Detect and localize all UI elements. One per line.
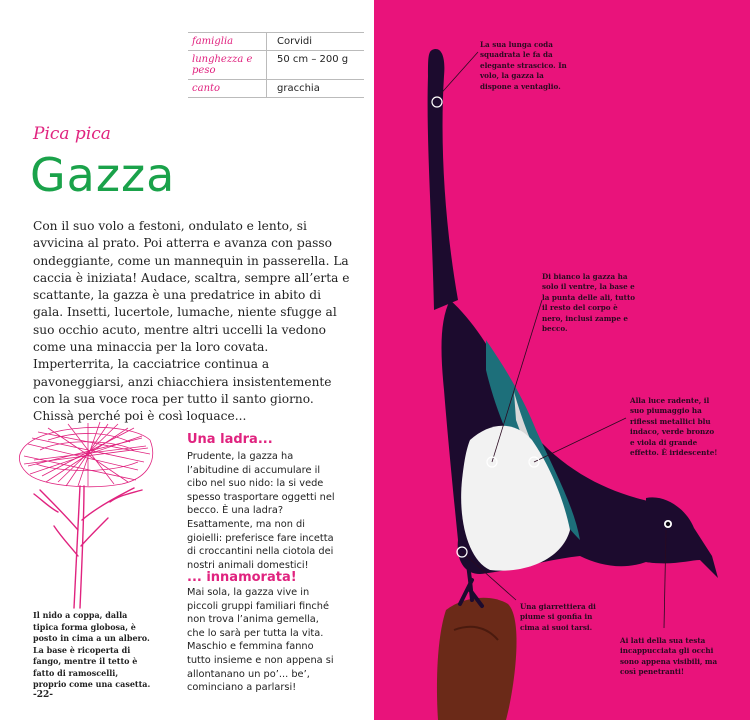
annotation-legs: Una giarrettiera di piume si gonfia in cima ai suoi tarsi.	[520, 602, 596, 632]
info-label: lunghezza e peso	[188, 51, 267, 80]
section-heading-thief: Una ladra...	[187, 432, 273, 447]
info-value: Corvidi	[267, 33, 365, 51]
nest-illustration	[18, 420, 158, 610]
annotation-tail: La sua lunga coda squadrata le fa da elegante strascico. In volo, la gazza la dispone a ventaglio.	[480, 40, 567, 91]
info-value: 50 cm – 200 g	[267, 51, 365, 80]
page-number: -22-	[33, 690, 53, 700]
right-page	[374, 0, 750, 720]
latin-name: Pica pica	[33, 124, 111, 144]
nest-caption: Il nido a coppa, dalla tipica forma globosa, è posto in cima a un albero. La base è ricoperta di fango, mentre il tetto è fatto di ramoscelli, proprio come una casetta.	[33, 610, 151, 689]
left-page	[0, 0, 374, 720]
section-heading-love: ... innamorata!	[187, 570, 297, 585]
info-table	[188, 32, 364, 98]
info-row-size	[188, 51, 364, 80]
annotation-feathers: Alla luce radente, il suo piumaggio ha riflessi metallici blu indaco, verde bronzo e viola di grande effetto. È iridescente!	[630, 396, 718, 458]
info-row-family	[188, 33, 364, 51]
page-title: Gazza	[30, 148, 176, 202]
intro-paragraph: Con il suo volo a festoni, ondulato e lento, si avvicina al prato. Poi atterra e avanza con passo ondeggiante, come un mannequin in passerella. La caccia è iniziata! Audace, scaltra, sempre all’erta e scattante, la gazza è una predatrice in abito di gala. Insetti, lucertole, lumache, niente sfugge al suo occhio acuto, mentre altri uccelli la vedono come una minaccia per la loro covata. Imperterrita, la cacciatrice continua a pavoneggiarsi, anzi chiacchiera insistentemente con la sua voce roca per tutto il santo giorno. Chissà perché poi è così loquace...	[33, 219, 350, 424]
annotation-eyes: Ai lati della sua testa incappucciata gli occhi sono appena visibili, ma così penetranti!	[620, 636, 718, 677]
info-value: gracchia	[267, 80, 365, 98]
section-text-thief: Prudente, la gazza ha l’abitudine di accumulare il cibo nel suo nido: la si vede spesso trasportare oggetti nel becco. È una ladra? Esattamente, ma non di gioielli: preferisce fare incetta di croccantini nella ciotola dei nostri animali domestici!	[187, 451, 335, 571]
info-row-song	[188, 80, 364, 98]
annotation-belly: Di bianco la gazza ha solo il ventre, la base e la punta delle ali, tutto il resto del corpo è nero, inclusi zampe e becco.	[542, 272, 636, 334]
section-text-love: Mai sola, la gazza vive in piccoli gruppi familiari finché non trova l’anima gemella, che lo sarà per tutta la vita. Maschio e femmina fanno tutto insieme e non appena si allontanano un po’... be’, cominciano a parlarsi!	[187, 587, 334, 694]
info-label: famiglia	[188, 33, 267, 51]
info-label: canto	[188, 80, 267, 98]
